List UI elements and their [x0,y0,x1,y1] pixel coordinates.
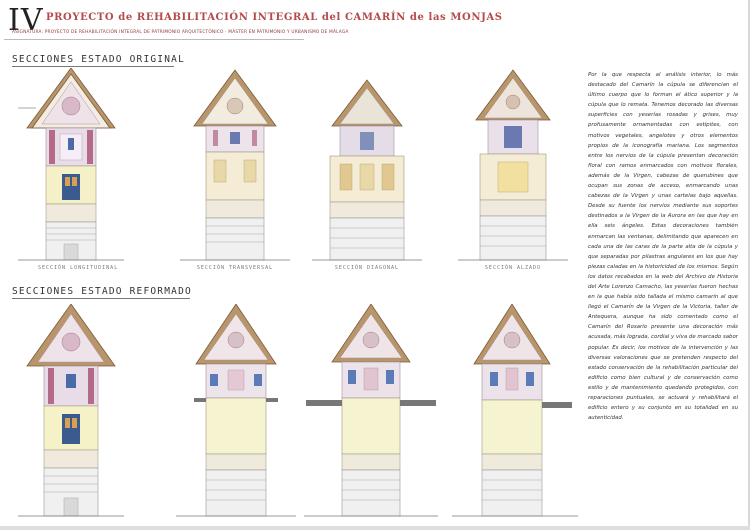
section-drawing-reformado-4 [452,304,578,520]
header-rule [4,39,304,40]
section-drawing-original-4 [458,68,568,264]
drawing-label-original-3: SECCIÓN DIAGONAL [334,265,400,271]
drawing-label-original-2: SECCIÓN TRANSVERSAL [196,265,274,271]
project-subtitle: ASIGNATURA: PROYECTO DE REHABILITACIÓN INTEGRAL DE PATRIMONIO ARQUITECTÓNICO · MÁSTER EN PATRIMONIO Y URBANISMO DE MÁLAGA [12,30,349,35]
description-text: Por la que respecta al análisis interior, lo más destacado del Camarín la cúpula se diferencian el último cuerpo que lo forman el ático superior y la cúpula que lo remata. Tenemos decorado las diversas superficies con yeserías rosadas y grises, muy profusamente ornamentadas con estípites, con motivos vegetales, angelotes y otros elementos propios de la iconografía mariana. Los segmentos entre los nervios de la cúpula presentan decoración floral con ramos enmarcados con motivos florales, además de la Virgen, cabezas de querubines que ocupan sus zonas de acceso, enmarcando unas cabezas de la Virgen y unas cartelas bajo aquellas. Desde su fuente los nervios mediante sus soportes destinados a la Virgen de la Aurora en las que hay en ella seis ángeles. Estas decoraciones también enmarcan las ventanas, delimitando que aparecen en cada una de las caras de la parte alta de la cúpula y que separadas por pilastras angulares en los que hay piezas caladas en la historicidad de los mismos. Según los datos recabados en la web del Archivo de Historia del Arte Lorenzo Camacho, las yeserías fueron hechas en la que había sido tallada el mismo camarín al que llegó el Camarín de la Virgen de la Victoria, taller de Antequera, aunque ha sido comentado como el Camarín del Rosario presente una decoración más acusada, más lograda, cordial y viva de marcado sabor popular. Es decir, los motivos de la intervención y las diversas valoraciones que se pretenden respecto del estado conservación de la rehabilitación particular del edificio como bien cultural y de conservación como estilo y de mantenimiento quedando protegidos, con reparaciones puntuales, se actuará y rehabilitará el edificio entero y su conjunto en su totalidad en su autenticidad. [588,72,738,422]
reformado-sections-title: SECCIONES ESTADO REFORMADO [12,286,192,297]
original-title-underline [12,66,174,67]
section-drawing-reformado-3 [304,304,438,520]
section-drawing-original-2 [180,68,290,264]
roman-numeral: IV [8,3,44,38]
section-drawing-reformado-1 [18,304,124,520]
section-drawing-original-1 [18,68,124,264]
header [8,3,568,40]
drawing-label-original-4: SECCIÓN ALZADO [484,265,542,271]
project-title: PROYECTO de REHABILITACIÓN INTEGRAL del CAMARÍN de las MONJAS [46,12,503,23]
drawing-label-original-1: SECCIÓN LONGITUDINAL [38,265,119,271]
section-drawing-reformado-2 [176,304,296,520]
reformado-title-underline [12,298,190,299]
section-drawing-original-3 [312,78,422,264]
original-sections-title: SECCIONES ESTADO ORIGINAL [12,54,185,65]
frame-bottom-edge [0,526,750,530]
